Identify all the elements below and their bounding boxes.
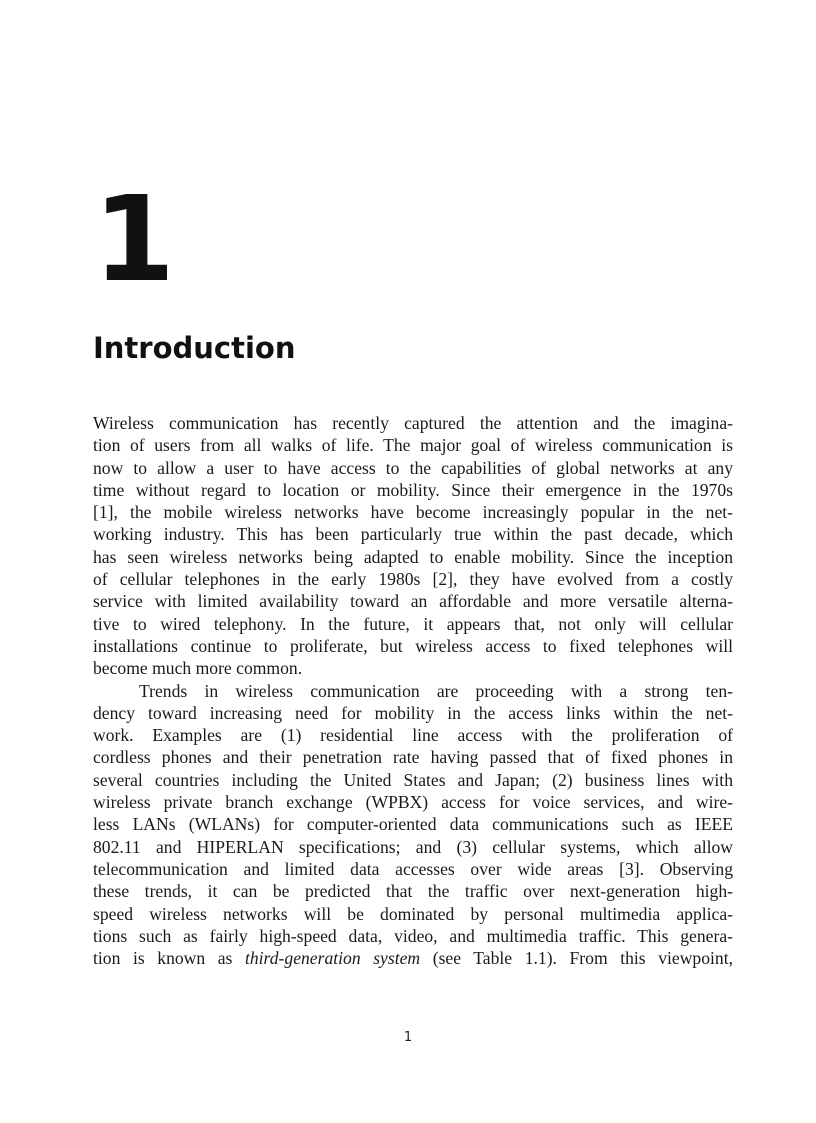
text-line xyxy=(93,947,733,969)
text-line: tive to wired telephony. In the future, it appears that, not only will cellular xyxy=(93,613,733,634)
chapter-number: 1 xyxy=(93,170,174,308)
text-line: less LANs (WLANs) for computer-oriented data communications such as IEEE xyxy=(93,814,733,835)
text-line: tions such as fairly high-speed data, video, and multimedia traffic. This genera- xyxy=(93,925,733,946)
text-line: become much more common. xyxy=(93,658,303,679)
emphasized-term: third-generation system xyxy=(244,948,421,969)
text-line: installations continue to proliferate, but wireless access to fixed telephones will xyxy=(93,635,733,656)
text-segment: (see Table 1.1). From this viewpoint, xyxy=(420,948,733,969)
text-line: Trends in wireless communication are proceeding with a strong ten- xyxy=(139,680,733,701)
text-line: 802.11 and HIPERLAN specifications; and (3) cellular systems, which allow xyxy=(93,836,733,857)
page-number: 1 xyxy=(403,1030,413,1045)
text-line: [1], the mobile wireless networks have become increasingly popular in the net- xyxy=(93,502,733,523)
text-line: now to allow a user to have access to the capabilities of global networks at any xyxy=(93,457,733,478)
text-line: service with limited availability toward an affordable and more versatile alterna- xyxy=(93,591,733,612)
text-line: cordless phones and their penetration rate having passed that of fixed phones in xyxy=(93,747,733,768)
paragraph xyxy=(93,680,733,970)
paragraph xyxy=(93,412,733,680)
body-text xyxy=(93,412,733,969)
text-line: working industry. This has been particularly true within the past decade, which xyxy=(93,524,733,545)
chapter-title: Introduction xyxy=(93,331,296,365)
text-line: these trends, it can be predicted that the traffic over next-generation high- xyxy=(93,881,733,902)
text-line: several countries including the United States and Japan; (2) business lines with xyxy=(93,769,733,790)
text-line: time without regard to location or mobility. Since their emergence in the 1970s xyxy=(93,479,733,500)
text-line: work. Examples are (1) residential line access with the proliferation of xyxy=(93,725,733,746)
text-line: telecommunication and limited data accesses over wide areas [3]. Observing xyxy=(93,858,733,879)
text-line: speed wireless networks will be dominated by personal multimedia applica- xyxy=(93,903,733,924)
text-line: has seen wireless networks being adapted to enable mobility. Since the inception xyxy=(93,546,733,567)
text-line: dency toward increasing need for mobility in the access links within the net- xyxy=(93,702,733,723)
text-line: Wireless communication has recently captured the attention and the imagina- xyxy=(93,413,733,433)
text-line: tion of users from all walks of life. The major goal of wireless communication is xyxy=(93,435,733,456)
text-line: of cellular telephones in the early 1980s [2], they have evolved from a costly xyxy=(93,569,733,590)
text-line: wireless private branch exchange (WPBX) access for voice services, and wire- xyxy=(93,792,733,813)
text-segment: tion is known as xyxy=(93,948,245,969)
